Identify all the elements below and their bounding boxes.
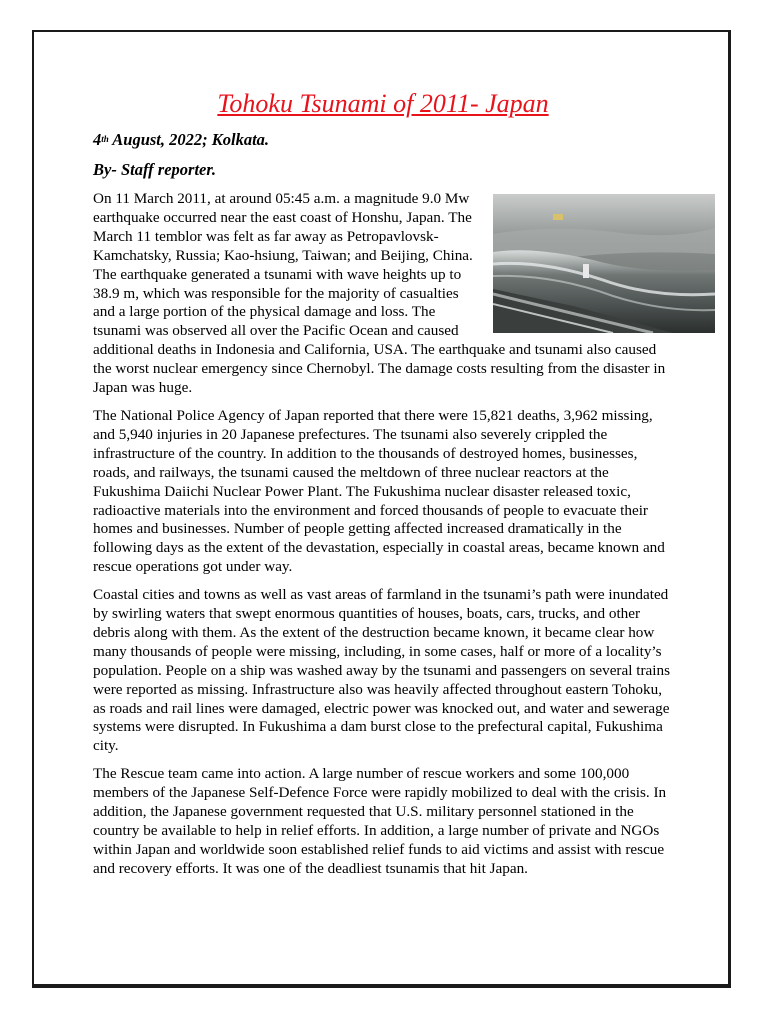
tsunami-wave-image (493, 194, 715, 333)
dateline (93, 130, 673, 150)
article-title: Tohoku Tsunami of 2011- Japan (217, 89, 549, 118)
date-suffix: th (101, 134, 109, 144)
paragraph-4: The Rescue team came into action. A large number of rescue workers and some 100,000 members of the Japanese Self-Defence Force were rapidly mobilized to deal with the crisis. In addition, the Japanese government requested that U.S. military personnel stationed in the country be available to help in relief efforts. In addition, a large number of private and NGOs within Japan and worldwide soon established relief funds to aid victims and assist with rescue and recovery efforts. It was one of the deadliest tsunamis that hit Japan. (93, 765, 667, 877)
tsunami-photo (493, 194, 715, 333)
article (93, 86, 673, 888)
paragraph-3: Coastal cities and towns as well as vast areas of farmland in the tsunami’s path were inundated by swirling waters that swept enormous quantities of houses, boats, cars, trucks, and other debris along with them. As the extent of the destruction became known, it became clear how many thousands of people were missing, including, in some cases, half or more of a locality’s population. People on a ship was washed away by the tsunami and passengers on several trains were reported as missing. Infrastructure also was heavily affected throughout eastern Tohoku, as roads and rail lines were damaged, electric power was knocked out, and water and sewerage systems were disrupted. In Fukushima a dam burst close to the prefectural capital, Fukushima city. (93, 586, 670, 755)
paragraph-1-text: On 11 March 2011, at around 05:45 a.m. a magnitude 9.0 Mw earthquake occurred near the east coast of Honshu, Japan. The March 11 temblor was felt as far away as Petropavlovsk-Kamchatsky, Russia; Kao-hsiung, Taiwan; and Beijing, China. The earthquake generated a tsunami with wave heights up to 38.9 m, which was responsible for the majority of casualties and a large portion of the physical damage and loss. The tsunami was observed all over the Pacific Ocean and caused additional deaths in Indonesia and California, USA. The earthquake and tsunami also caused the worst nuclear emergency since Chernobyl. The damage costs resulting from the disaster in Japan was huge. (93, 190, 666, 397)
paragraph-2: The National Police Agency of Japan reported that there were 15,821 deaths, 3,962 missing, and 5,940 injuries in 20 Japanese prefectures. The tsunami also severely crippled the infrastructure of the country. In addition to the thousands of destroyed homes, businesses, roads, and railways, the tsunami caused the meltdown of three nuclear reactors at the Fukushima Daiichi Nuclear Power Plant. The Fukushima nuclear disaster released toxic, radioactive materials into the environment and forced thousands of people to evacuate their homes and businesses. Number of people getting affected increased dramatically in the following days as the extent of the devastation, especially in coastal areas, became known and rescue operations got under way. (93, 406, 665, 576)
date-day: 4 (93, 130, 102, 149)
paragraph-1 (93, 190, 673, 398)
date-rest: August, 2022; Kolkata. (108, 130, 270, 149)
byline: By- Staff reporter. (93, 160, 216, 179)
